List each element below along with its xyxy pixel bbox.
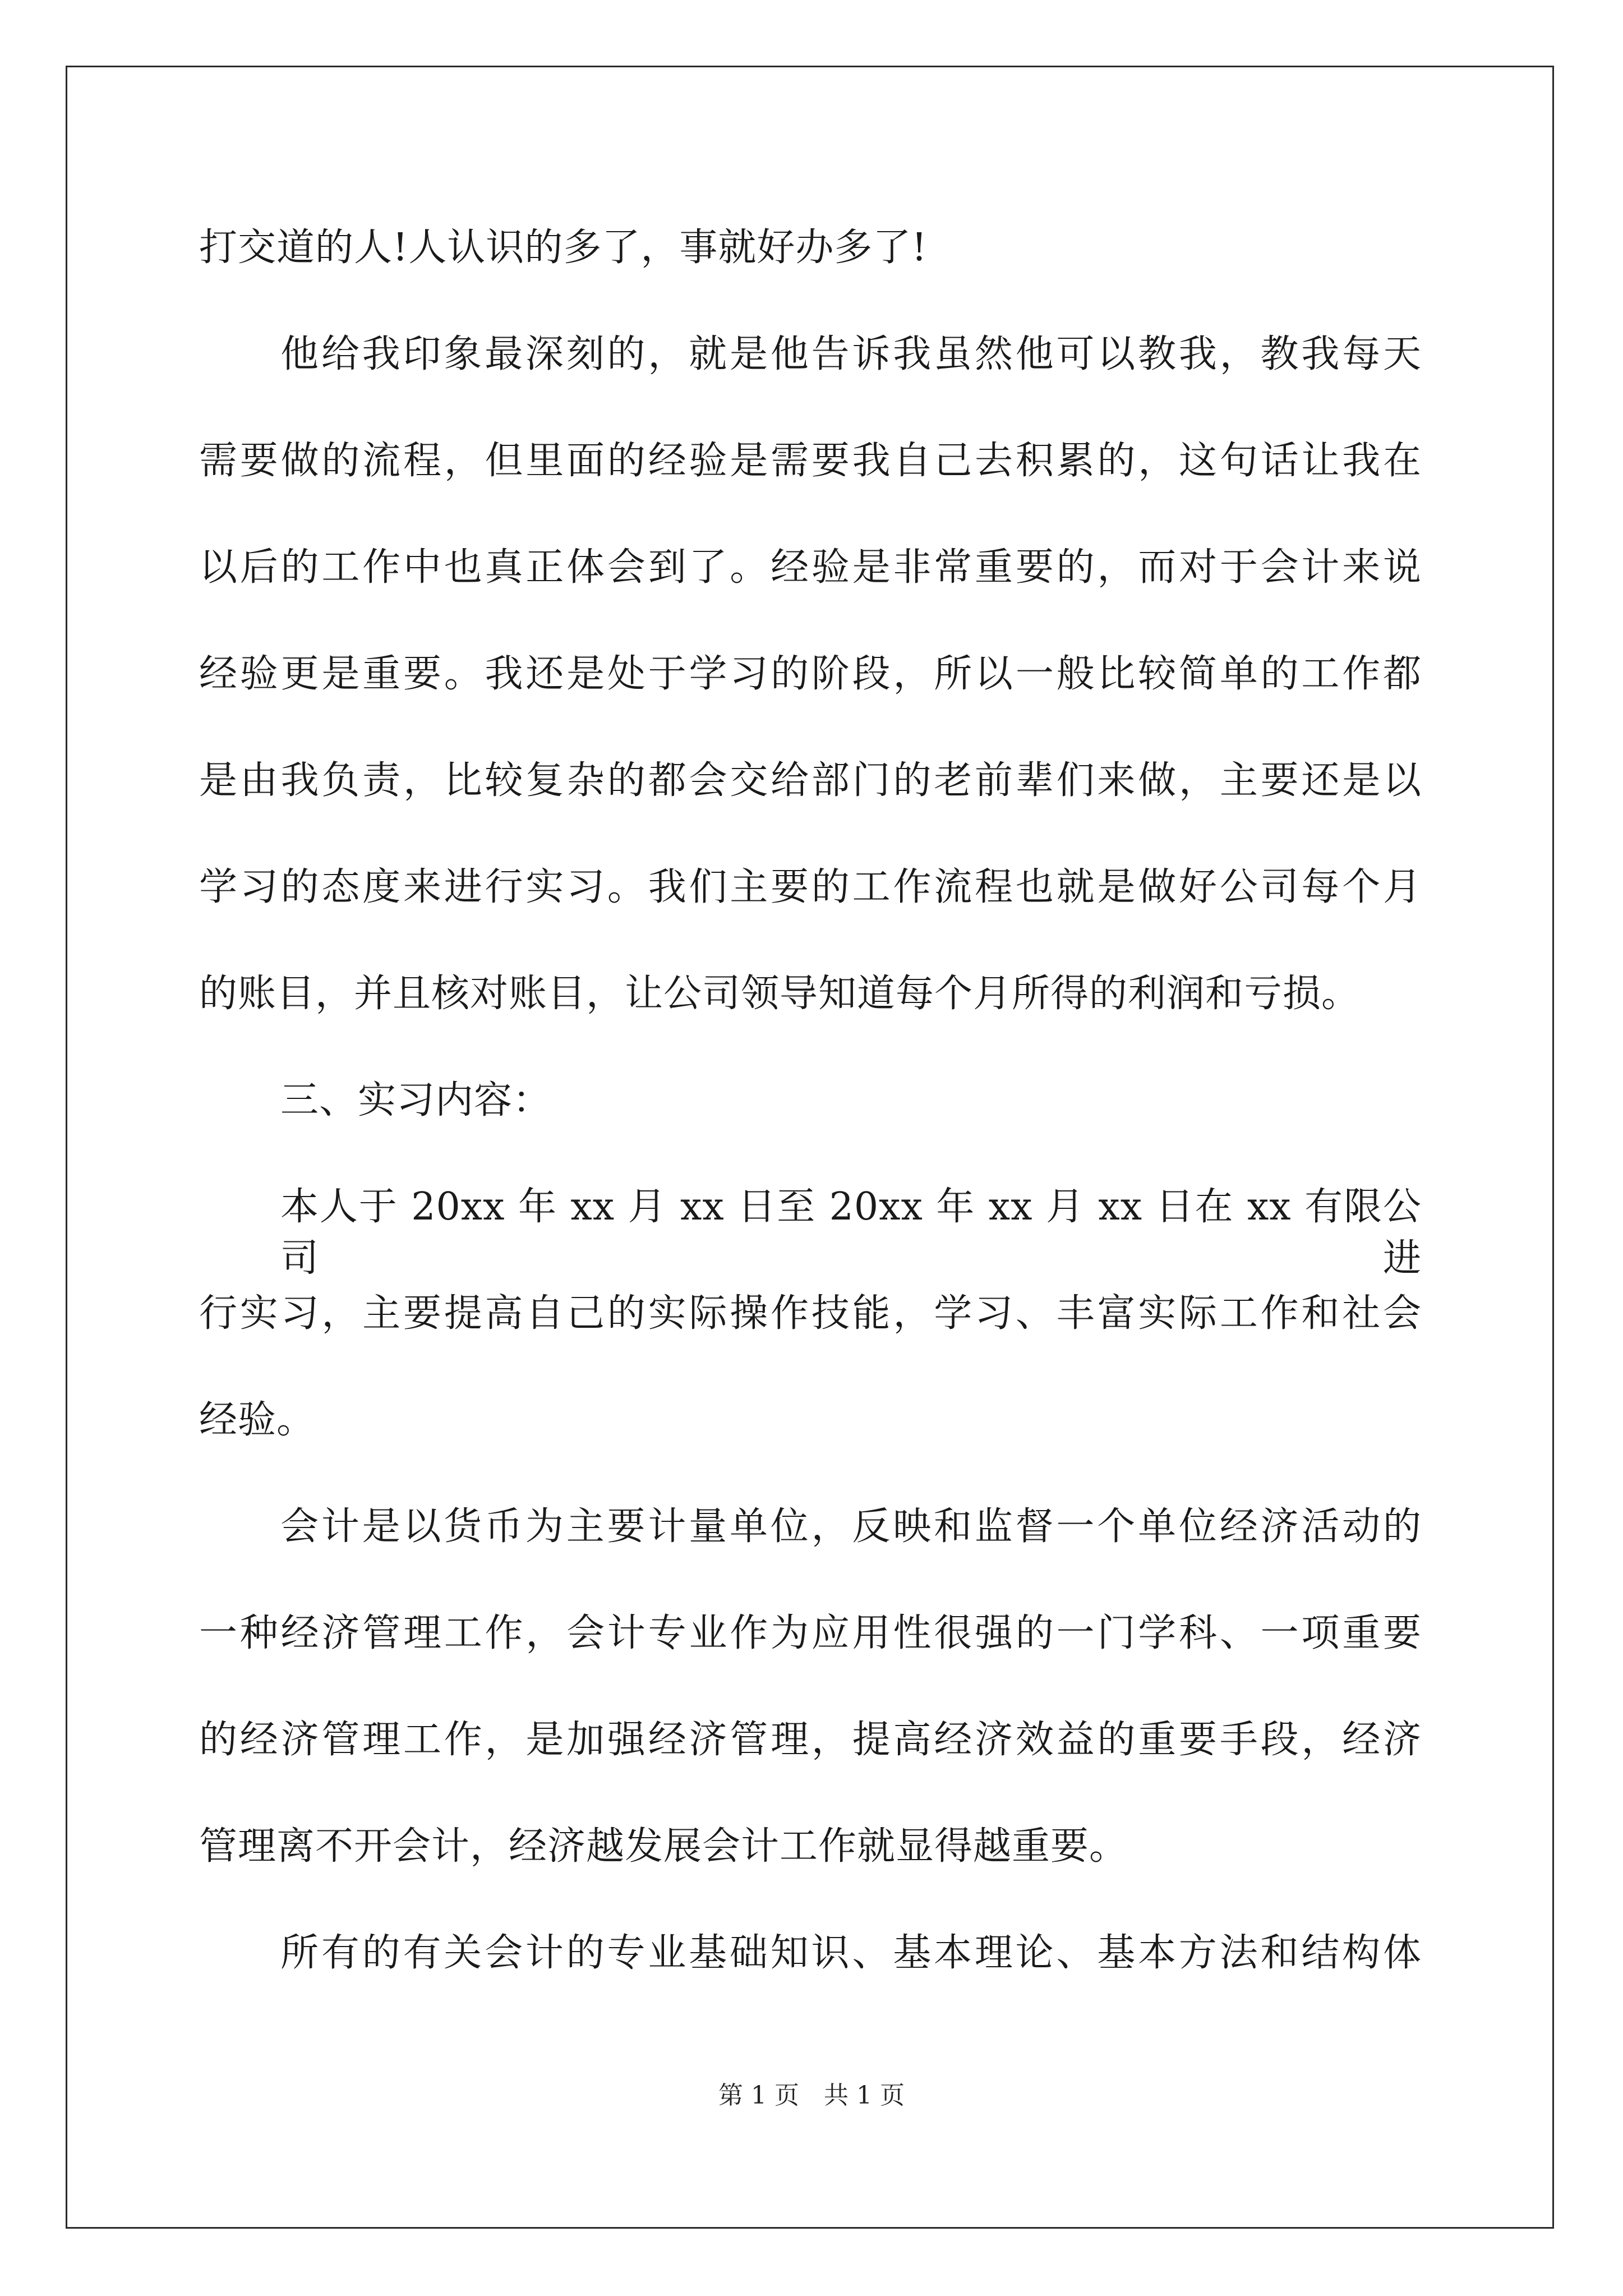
- text-line-4: 以后的工作中也真正体会到了。经验是非常重要的，而对于会计来说: [199, 545, 1422, 590]
- paragraph-start-line: 会计是以货币为主要计量单位，反映和监督一个单位经济活动的: [280, 1504, 1422, 1549]
- text-line-3: 需要做的流程，但里面的经验是需要我自己去积累的，这句话让我在: [199, 439, 1422, 483]
- paragraph-start-line: 本人于 20xx 年 xx 月 xx 日至 20xx 年 xx 月 xx 日在 xx 有限公司进: [280, 1185, 1422, 1281]
- text-line-5: 经验更是重要。我还是处于学习的阶段，所以一般比较简单的工作都: [199, 652, 1422, 696]
- text-line-8: 的账目，并且核对账目，让公司领导知道每个月所得的利润和亏损。: [199, 972, 1361, 1016]
- page-number-current: 第 1 页: [718, 2081, 799, 2110]
- paragraph-start-line: 他给我印象最深刻的，就是他告诉我虽然他可以教我，教我每天: [280, 332, 1422, 376]
- text-line-7: 学习的态度来进行实习。我们主要的工作流程也就是做好公司每个月: [199, 865, 1422, 909]
- section-heading: 三、实习内容：: [280, 1078, 552, 1122]
- text-line-1: 打交道的人!人认识的多了，事就好办多了!: [199, 226, 928, 270]
- page-border: [66, 66, 1554, 2229]
- text-line-16: 管理离不开会计，经济越发展会计工作就显得越重要。: [199, 1824, 1128, 1869]
- text-line-14: 一种经济管理工作，会计专业作为应用性很强的一门学科、一项重要: [199, 1611, 1422, 1655]
- page-number-total: 共 1 页: [824, 2081, 905, 2110]
- text-line-15: 的经济管理工作，是加强经济管理，提高经济效益的重要手段，经济: [199, 1718, 1422, 1762]
- page-footer: [0, 2079, 1623, 2113]
- text-line-12: 经验。: [199, 1398, 316, 1442]
- text-line-6: 是由我负责，比较复杂的都会交给部门的老前辈们来做，主要还是以: [199, 758, 1422, 803]
- text-line-11: 行实习，主要提高自己的实际操作技能，学习、丰富实际工作和社会: [199, 1291, 1422, 1336]
- paragraph-start-line: 所有的有关会计的专业基础知识、基本理论、基本方法和结构体: [280, 1931, 1422, 1975]
